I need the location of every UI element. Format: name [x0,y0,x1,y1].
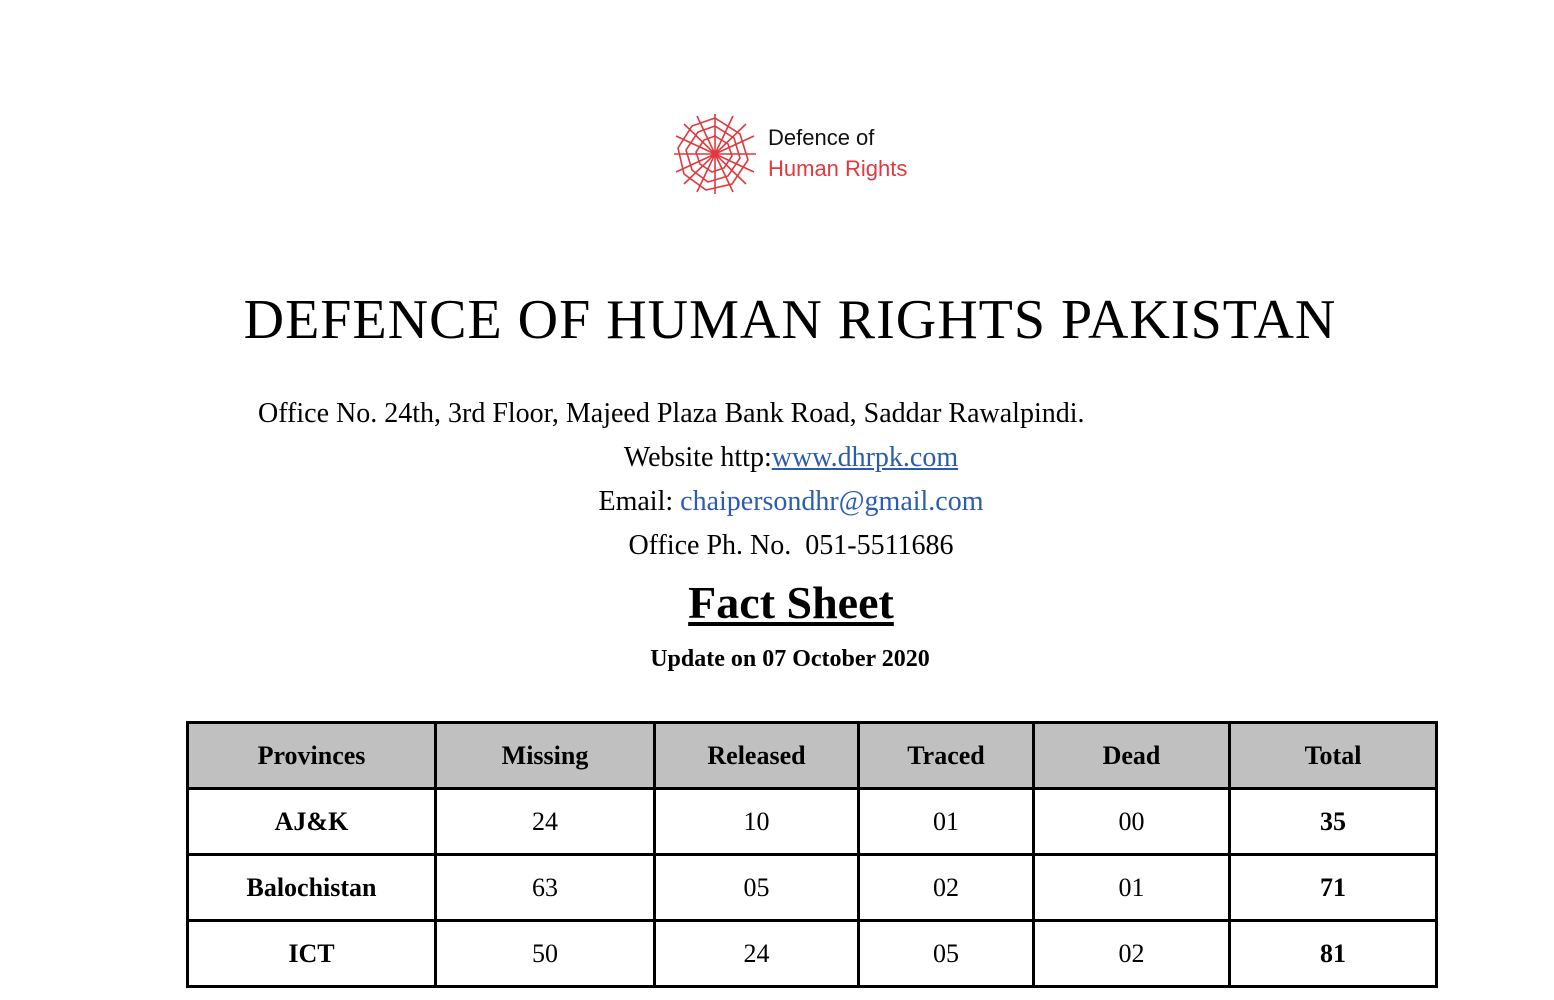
missing-cell: 63 [436,855,655,921]
table-row [188,789,1437,855]
total-cell: 71 [1230,855,1437,921]
organization-logo [672,112,932,196]
missing-cell: 50 [436,921,655,987]
website-prefix: Website http: [623,442,772,473]
logo-text-line2: Human Rights [768,156,908,181]
total-cell: 35 [1230,789,1437,855]
office-phone: Office Ph. No. 051-5511686 [628,530,954,561]
email-line [0,482,1554,522]
traced-cell: 05 [859,921,1034,987]
province-cell: Balochistan [188,855,436,921]
traced-cell: 01 [859,789,1034,855]
update-date: Update on 07 October 2020 [650,646,930,672]
column-header-total: Total [1230,723,1437,789]
fact-sheet-title [0,574,1554,632]
table-row [188,855,1437,921]
organization-title: DEFENCE OF HUMAN RIGHTS PAKISTAN [243,289,1337,351]
column-header-released: Released [655,723,859,789]
website-link[interactable]: www.dhrpk.com [771,442,959,473]
dead-cell: 02 [1034,921,1230,987]
dead-cell: 01 [1034,855,1230,921]
fact-sheet-title-text: Fact Sheet [688,577,894,628]
column-header-missing: Missing [436,723,655,789]
released-cell: 05 [655,855,859,921]
table-header-row [188,723,1437,789]
star-burst-logo-icon [672,112,758,196]
email-prefix: Email: [598,486,681,517]
traced-cell: 02 [859,855,1034,921]
dead-cell: 00 [1034,789,1230,855]
fact-table [186,721,1438,988]
released-cell: 24 [655,921,859,987]
released-cell: 10 [655,789,859,855]
province-cell: ICT [188,921,436,987]
office-address: Office No. 24th, 3rd Floor, Majeed Plaza Bank Road, Saddar Rawalpindi. [258,398,1085,429]
column-header-dead: Dead [1034,723,1230,789]
total-cell: 81 [1230,921,1437,987]
table-row [188,921,1437,987]
province-cell: AJ&K [188,789,436,855]
column-header-provinces: Provinces [188,723,436,789]
email-link[interactable]: chaipersondhr@gmail.com [680,486,984,517]
logo-text-line1: Defence of [768,125,875,150]
column-header-traced: Traced [859,723,1034,789]
website-line [0,438,1554,478]
missing-cell: 24 [436,789,655,855]
